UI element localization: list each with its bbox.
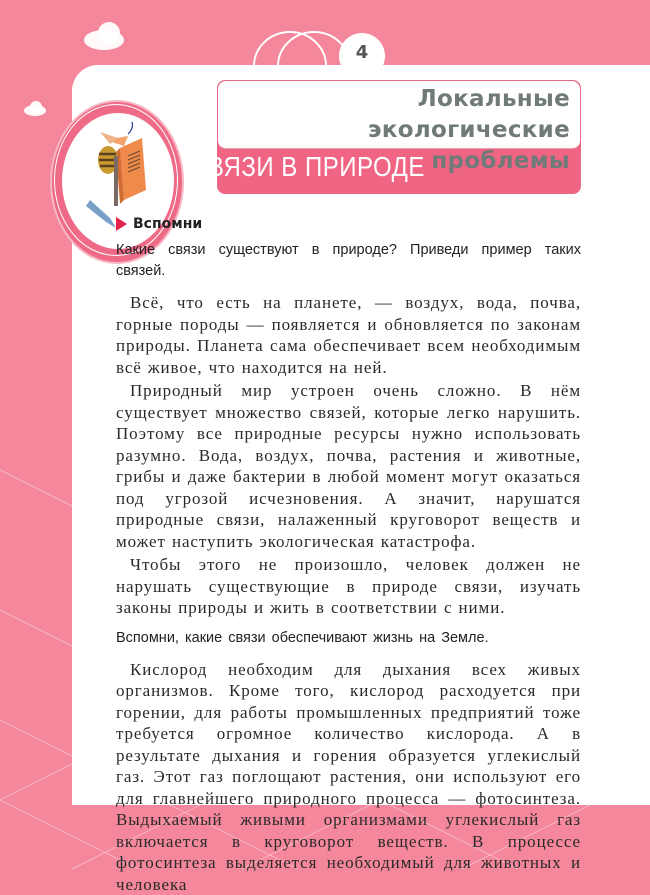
cloud-icon <box>98 22 120 44</box>
cloud-icon <box>30 101 42 113</box>
remember-question: Какие связи существуют в природе? Приведи пример таких связей. <box>116 240 581 282</box>
paragraph: Кислород необходим для дыхания всех живых организмов. Кроме того, кислород расходуется при горении, для работы промышленных предприятий тоже требуется огромное количество кислорода. А в результате дыхания и горения образуется углекислый газ. Этот газ поглощают растения, они используют его для главнейшего природного процесса — фотосинтеза. Выдыхаемый живыми организмами углекислый газ включается в круговорот веществ. В процессе фотосинтеза выделяется необходимый для животных и человека <box>116 659 581 895</box>
remember-heading-label: Вспомни <box>133 216 202 232</box>
triangle-marker-icon <box>116 217 127 231</box>
paragraph: Природный мир устроен очень сложно. В нём существует множество связей, которые легко нарушить. Поэтому все природные ресурсы нужно использовать разумно. Вода, воздух, почва, растения и животные, грибы и даже бактерии в любой момент могут оказаться под угрозой исчезновения. А значит, нарушатся природные связи, налаженный круговорот веществ и может наступить экологическая катастрофа. <box>116 380 581 552</box>
inline-question: Вспомни, какие связи обеспечивают жизнь на Земле. <box>116 628 581 649</box>
page-content <box>116 216 581 895</box>
section-title-line1: Локальные экологические <box>218 81 570 146</box>
remember-heading <box>116 216 581 232</box>
paragraph: Всё, что есть на планете, — воздух, вода, почва, горные породы — появляется и обновляется по законам природы. Планета сама обеспечивает всем необходимым всё живое, что находится на ней. <box>116 292 581 378</box>
paragraph: Чтобы этого не произошло, человек должен не нарушать существующие в природе связи, изучать законы природы и жить в соответствии с ними. <box>116 554 581 619</box>
section-title <box>218 81 580 149</box>
section-title-line2: проблемы <box>218 146 570 177</box>
page-number: 4 <box>339 33 385 79</box>
chapter-title: СВЯЗИ В ПРИРОДЕ <box>190 152 425 184</box>
